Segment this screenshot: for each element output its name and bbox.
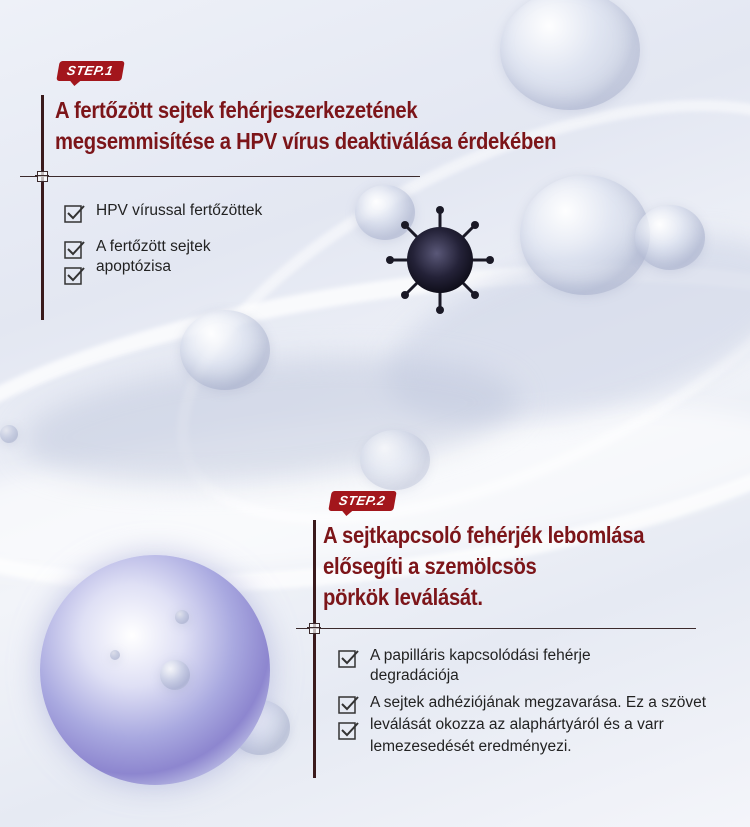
step-2-badge: STEP.2 [328, 491, 397, 511]
corner-marker-icon [35, 169, 49, 183]
cell-bubble [635, 205, 705, 270]
step-1-checklist [64, 201, 304, 275]
checklist-item-text: A sejtek adhéziójának megzavarása. Ez a szövet leválását okozza az alaphártyáról és a varr lemezesedését eredményezi. [370, 694, 707, 755]
large-cell-image [40, 555, 270, 785]
cell-bubble [520, 175, 650, 295]
corner-marker-icon [307, 621, 321, 635]
step-1-accent-bar [41, 95, 44, 320]
virus-icon [380, 205, 500, 315]
cell-bubble [0, 425, 18, 443]
checklist-item [338, 692, 743, 758]
check-box-icon [64, 239, 86, 261]
step-1-badge: STEP.1 [56, 61, 125, 81]
step-2-title-line-1: A sejtkapcsoló fehérjék lebomlása [323, 522, 645, 548]
step-2-divider [296, 628, 696, 629]
check-box-icon [338, 694, 360, 716]
checklist-item-text: A fertőzött sejtek apoptózisa [96, 238, 211, 275]
check-box-icon [338, 720, 360, 742]
cell-bubble [500, 0, 640, 110]
step-1-title [55, 95, 556, 157]
step-1-title-line-2: megsemmisítése a HPV vírus deaktiválása érdekében [55, 128, 557, 154]
check-box-icon [338, 648, 360, 670]
check-box-icon [64, 265, 86, 287]
checklist-item [64, 201, 304, 221]
step-1-title-line-1: A fertőzött sejtek fehérjeszerkezetének [55, 97, 418, 123]
cell-bubble [360, 430, 430, 490]
cell-bubble [180, 310, 270, 390]
step-1-divider [20, 176, 420, 177]
checklist-item [64, 237, 304, 277]
step-2-title-line-3: pörkök leválását. [323, 584, 483, 610]
step-2-title [323, 520, 644, 613]
checklist-item [338, 646, 743, 686]
checklist-item-text: A papilláris kapcsolódási fehérje degradációja [370, 647, 591, 684]
step-2-accent-bar [313, 520, 316, 778]
step-2-title-line-2: elősegíti a szemölcsös [323, 553, 537, 579]
checklist-item-text: HPV vírussal fertőzöttek [96, 202, 263, 219]
step-2-checklist [338, 646, 743, 766]
check-box-icon [64, 203, 86, 225]
